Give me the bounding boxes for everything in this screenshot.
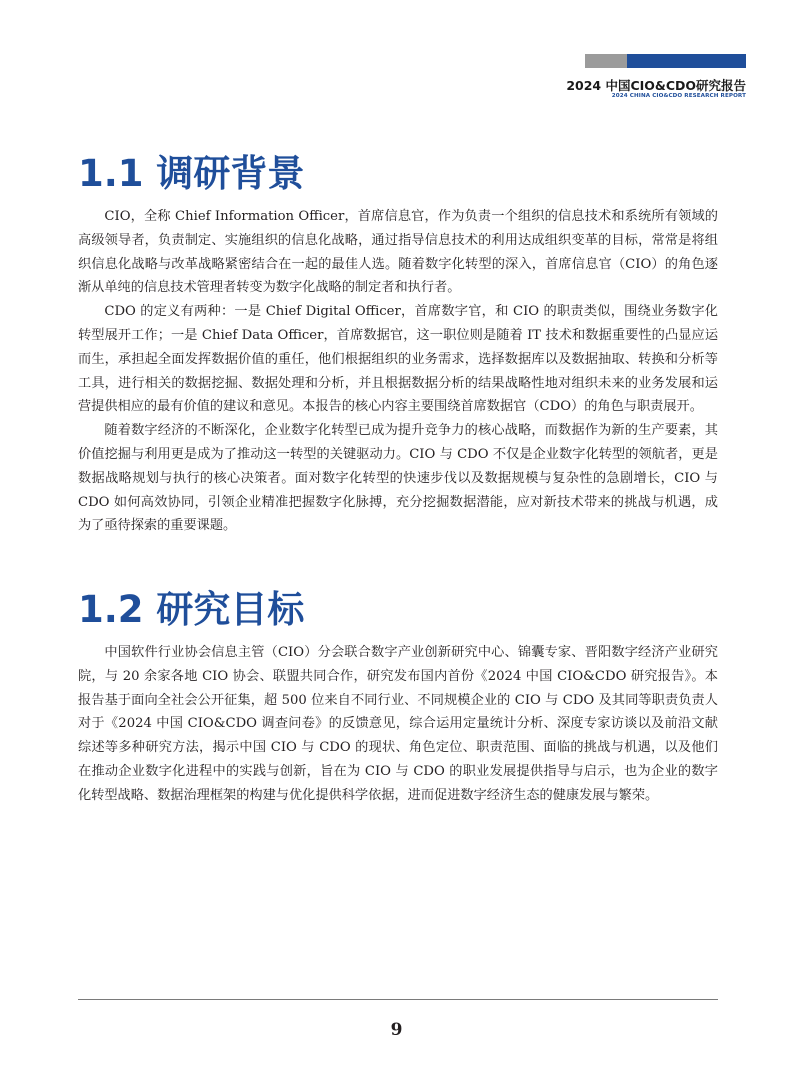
header-bar-blue-segment — [627, 54, 746, 68]
paragraph: CDO 的定义有两种：一是 Chief Digital Officer，首席数字官，和 CIO 的职责类似，围绕业务数字化转型展开工作；一是 Chief Data Officer，首席数据官，这一职位则是随着 IT 技术和数据重要性的凸显应运而生，承担起全面发挥数据价值的重任，他们根据组织的业务需求，选择数据库以及数据抽取、转换和分析等工具，进行相关的数据挖掘、数据处理和分析，并且根据数据分析的结果战略性地对组织未来的业务发展和运营提供相应的最有价值的建议和意见。本报告的核心内容主要围绕首席数据官（CDO）的角色与职责展开。 — [78, 304, 718, 415]
section-body-background — [78, 205, 718, 538]
paragraph: 随着数字经济的不断深化，企业数字化转型已成为提升竞争力的核心战略，而数据作为新的生产要素，其价值挖掘与利用更是成为了推动这一转型的关键驱动力。CIO 与 CDO 不仅是企业数字化转型的领航者，更是数据战略规划与执行的核心决策者。面对数字化转型的快速步伐以及数据规模与复杂性的急剧增长，CIO 与 CDO 如何高效协同，引领企业精准把握数字化脉搏，充分挖掘数据潜能，应对新技术带来的挑战与机遇，成为了亟待探索的重要课题。 — [78, 423, 718, 534]
section-body-objectives — [78, 641, 718, 808]
paragraph: 中国软件行业协会信息主管（CIO）分会联合数字产业创新研究中心、锦囊专家、晋阳数字经济产业研究院，与 20 余家各地 CIO 协会、联盟共同合作，研究发布国内首份《2024 中国 CIO&CDO 研究报告》。本报告基于面向全社会公开征集，超 500 位来自不同行业、不同规模企业的 CIO 与 CDO 及其同等职责负责人对于《2024 中国 CIO&CDO 调查问卷》的反馈意见，综合运用定量统计分析、深度专家访谈以及前沿文献综述等多种研究方法，揭示中国 CIO 与 CDO 的现状、角色定位、职责范围、面临的挑战与机遇，以及他们在推动企业数字化进程中的实践与创新，旨在为 CIO 与 CDO 的职业发展提供指导与启示，也为企业的数字化转型战略、数据治理框架的构建与优化提供科学依据，进而促进数字经济生态的健康发展与繁荣。 — [78, 645, 718, 803]
header-bar-gray-segment — [585, 54, 627, 68]
report-subtitle: 2024 CHINA CIO&CDO RESEARCH REPORT — [611, 93, 746, 99]
report-title: 2024 中国CIO&CDO研究报告 — [566, 78, 746, 93]
paragraph: CIO，全称 Chief Information Officer，首席信息官，作为负责一个组织的信息技术和系统所有领域的高级领导者，负责制定、实施组织的信息化战略，通过指导信息技术的利用达成组织变革的目标，常常是将组织信息化战略与改革战略紧密结合在一起的最佳人选。随着数字化转型的深入，首席信息官（CIO）的角色逐渐从单纯的信息技术管理者转变为数字化战略的制定者和执行者。 — [78, 209, 718, 296]
section-heading-background: 1.1 调研背景 — [78, 152, 305, 195]
footer-divider — [78, 999, 718, 1000]
header-color-bar — [585, 54, 746, 68]
section-heading-objectives: 1.2 研究目标 — [78, 588, 305, 631]
page-number: 9 — [390, 1020, 403, 1040]
